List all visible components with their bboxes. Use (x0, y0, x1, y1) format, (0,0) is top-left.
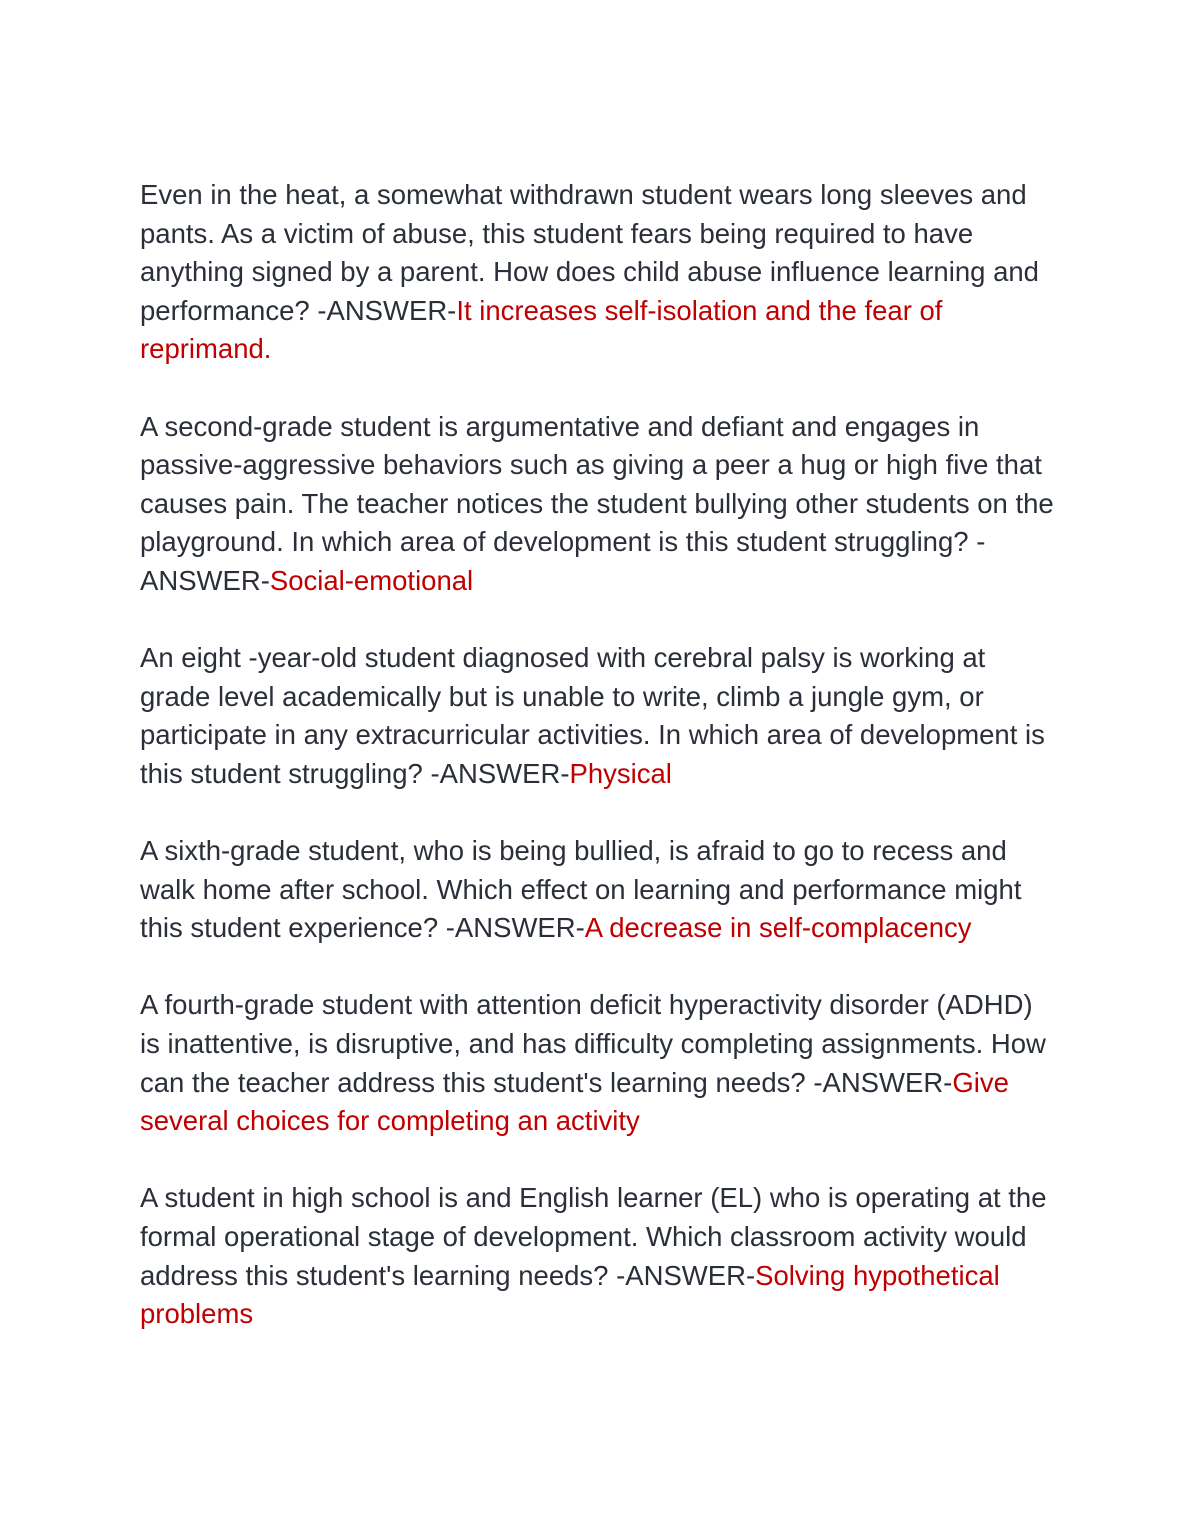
question-text: A fourth-grade student with attention deficit hyperactivity disorder (ADHD) is inattentive, is disruptive, and has difficulty completing assignments. How can the teacher address this student's learning needs? -ANSWER- (140, 989, 1046, 1098)
qa-item-4 (140, 832, 1060, 948)
answer-text: Solving hypothetical problems (140, 1259, 1000, 1330)
question-text: Even in the heat, a somewhat withdrawn student wears long sleeves and pants. As a victim of abuse, this student fears being required to have anything signed by a parent. How does child abuse influence learning and performance? -ANSWER- (140, 179, 1039, 326)
answer-text: Social-emotional (269, 564, 474, 596)
answer-text: Physical (569, 757, 672, 789)
question-text: An eight -year-old student diagnosed with cerebral palsy is working at grade level academically but is unable to write, climb a jungle gym, or participate in any extracurricular activities. In which area of development is this student struggling? -ANSWER- (140, 642, 1045, 789)
answer-text: It increases self-isolation and the fear of reprimand. (140, 294, 943, 365)
qa-item-3 (140, 639, 1060, 793)
document-page (140, 176, 1060, 1372)
qa-item-6 (140, 1179, 1060, 1333)
question-text: A sixth-grade student, who is being bullied, is afraid to go to recess and walk home after school. Which effect on learning and performance might this student experience? -ANSWER- (140, 835, 1022, 944)
answer-text: A decrease in self-complacency (584, 912, 972, 944)
qa-item-5 (140, 986, 1060, 1140)
answer-text: Give several choices for completing an activity (140, 1066, 1009, 1137)
question-text: A second-grade student is argumentative and defiant and engages in passive-aggressive behaviors such as giving a peer a hug or high five that causes pain. The teacher notices the student bullying other students on the playground. In which area of development is this student struggling? -ANSWER- (140, 410, 1054, 596)
qa-item-1 (140, 176, 1060, 369)
qa-item-2 (140, 408, 1060, 601)
question-text: A student in high school is and English learner (EL) who is operating at the formal operational stage of development. Which classroom activity would address this student's learning needs? -ANSWER- (140, 1182, 1047, 1291)
